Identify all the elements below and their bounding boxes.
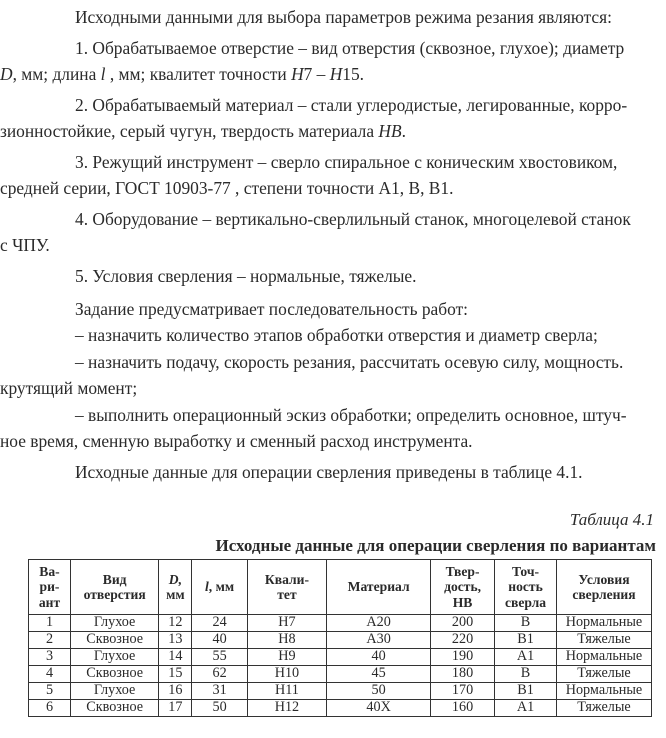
item-3-line-1: 3. Режущий инструмент – сверло спиральное с коническим хвостовиком, (75, 152, 618, 172)
cell: 50 (192, 700, 247, 717)
cell: 50 (327, 683, 431, 700)
table-header-row (29, 560, 652, 615)
table-body (29, 615, 652, 717)
table-reference: Исходные данные для операции сверления приведены в таблице 4.1. (75, 462, 583, 482)
header-text: Ва- (39, 563, 60, 579)
header-hole-type (70, 560, 158, 615)
length-symbol: l (100, 64, 106, 84)
table-row (29, 615, 652, 632)
cell: 190 (431, 649, 495, 666)
cell: Глухое (70, 615, 158, 632)
cell: 1 (29, 615, 71, 632)
cell: 2 (29, 632, 71, 649)
text-span: 7 – (303, 64, 330, 84)
item-2-line-1: 2. Обрабатываемый материал – стали углеродистые, легированные, корро- (75, 95, 628, 115)
header-material (327, 560, 431, 615)
intro-paragraph: Исходными данными для выбора параметров режима резания являются: (75, 7, 612, 27)
cell: Нормальные (556, 615, 651, 632)
cell: 5 (29, 683, 71, 700)
text-span: 15. (342, 64, 365, 84)
cell: Глухое (70, 649, 158, 666)
header-hardness (431, 560, 495, 615)
cell: 6 (29, 700, 71, 717)
table-row (29, 700, 652, 717)
item-4-line-2: с ЧПУ. (0, 235, 50, 255)
task-bullet-1: – назначить количество этапов обработки отверстия и диаметр сверла; (75, 325, 598, 345)
cell: А30 (327, 632, 431, 649)
text-span: . (401, 121, 406, 141)
cell: 170 (431, 683, 495, 700)
cell: В (495, 615, 557, 632)
header-text: мм (166, 587, 185, 602)
task-bullet-3-line-1: – выполнить операционный эскиз обработки; определить основное, штуч- (75, 405, 627, 425)
header-text: НВ (452, 594, 473, 610)
task-intro: Задание предусматривает последовательность работ: (75, 299, 469, 319)
task-bullet-3-line-2: ное время, сменную выработку и сменный расход инструмента. (0, 431, 473, 451)
cell: 17 (159, 700, 192, 717)
task-bullet-2-line-2: крутящий момент; (0, 378, 138, 398)
cell: 4 (29, 666, 71, 683)
cell: H11 (247, 683, 327, 700)
cell: А1 (495, 700, 557, 717)
item-2-line-2 (0, 118, 666, 145)
header-text: Точ- (511, 563, 540, 579)
tolerance-symbol: H (291, 64, 304, 84)
cell: 180 (431, 666, 495, 683)
cell: Тяжелые (556, 700, 651, 717)
header-text: ри- (39, 579, 60, 595)
item-3-line-2: средней серии, ГОСТ 10903-77 , степени точности А1, В, В1. (0, 178, 454, 198)
tolerance-symbol: H (329, 64, 343, 84)
table-caption: Таблица 4.1 (569, 510, 654, 529)
header-text: Твер- (445, 563, 480, 579)
cell: Сквозное (70, 700, 158, 717)
cell: 14 (159, 649, 192, 666)
cell: 15 (159, 666, 192, 683)
table-row (29, 683, 652, 700)
cell: H12 (247, 700, 327, 717)
cell: А1 (495, 649, 557, 666)
cell: H8 (247, 632, 327, 649)
header-text: ность (508, 579, 543, 595)
header-drill-accuracy (495, 560, 557, 615)
header-diameter (159, 560, 192, 615)
header-text: l (205, 579, 209, 595)
header-text: сверления (572, 587, 636, 602)
cell: В1 (495, 632, 557, 649)
cell: 160 (431, 700, 495, 717)
cell: Глухое (70, 683, 158, 700)
text-span: , мм; квалитет точности (105, 64, 292, 84)
cell: 40 (192, 632, 247, 649)
header-tolerance (247, 560, 327, 615)
cell: 55 (192, 649, 247, 666)
header-text: тет (277, 587, 297, 602)
cell: Тяжелые (556, 666, 651, 683)
cell: 45 (327, 666, 431, 683)
table-row (29, 666, 652, 683)
header-text: , мм (208, 579, 235, 595)
header-text: D, (168, 571, 182, 587)
header-conditions (556, 560, 651, 615)
item-4-line-1: 4. Оборудование – вертикально-сверлильный станок, многоцелевой станок (75, 209, 631, 229)
header-text: сверла (504, 594, 547, 610)
cell: H7 (247, 615, 327, 632)
header-text: Квали- (264, 571, 309, 587)
header-text: отверстия (83, 587, 146, 602)
item-1-line-1: 1. Обрабатываемое отверстие – вид отверстия (сквозное, глухое); диаметр (75, 38, 625, 58)
cell: Нормальные (556, 649, 651, 666)
cell: 16 (159, 683, 192, 700)
cell: Сквозное (70, 666, 158, 683)
diameter-symbol: D (0, 64, 13, 84)
variants-table (28, 559, 652, 717)
cell: 12 (159, 615, 192, 632)
cell: А20 (327, 615, 431, 632)
cell: 31 (192, 683, 247, 700)
cell: Сквозное (70, 632, 158, 649)
cell: Нормальные (556, 683, 651, 700)
item-5: 5. Условия сверления – нормальные, тяжелые. (75, 266, 417, 286)
task-bullet-2-line-1: – назначить подачу, скорость резания, рассчитать осевую силу, мощность. (75, 352, 624, 372)
header-length (192, 560, 247, 615)
cell: 220 (431, 632, 495, 649)
header-text: Вид (102, 571, 127, 587)
cell: H10 (247, 666, 327, 683)
header-text: ант (38, 594, 61, 610)
header-text: дость, (444, 579, 482, 595)
cell: В (495, 666, 557, 683)
header-text: Условия (578, 571, 630, 587)
cell: 24 (192, 615, 247, 632)
item-1-line-2 (0, 61, 666, 88)
header-variant (29, 560, 71, 615)
table-row (29, 649, 652, 666)
cell: В1 (495, 683, 557, 700)
text-span: , мм; длина (12, 64, 101, 84)
cell: Тяжелые (556, 632, 651, 649)
table-title: Исходные данные для операции сверления по вариантам (215, 536, 656, 555)
cell: 40 (327, 649, 431, 666)
cell: 200 (431, 615, 495, 632)
header-text: Материал (347, 579, 410, 595)
cell: 40Х (327, 700, 431, 717)
cell: 13 (159, 632, 192, 649)
table-row (29, 632, 652, 649)
hardness-symbol: HB (378, 121, 402, 141)
cell: 62 (192, 666, 247, 683)
text-span: зионностойкие, серый чугун, твердость материала (0, 121, 379, 141)
cell: 3 (29, 649, 71, 666)
cell: H9 (247, 649, 327, 666)
